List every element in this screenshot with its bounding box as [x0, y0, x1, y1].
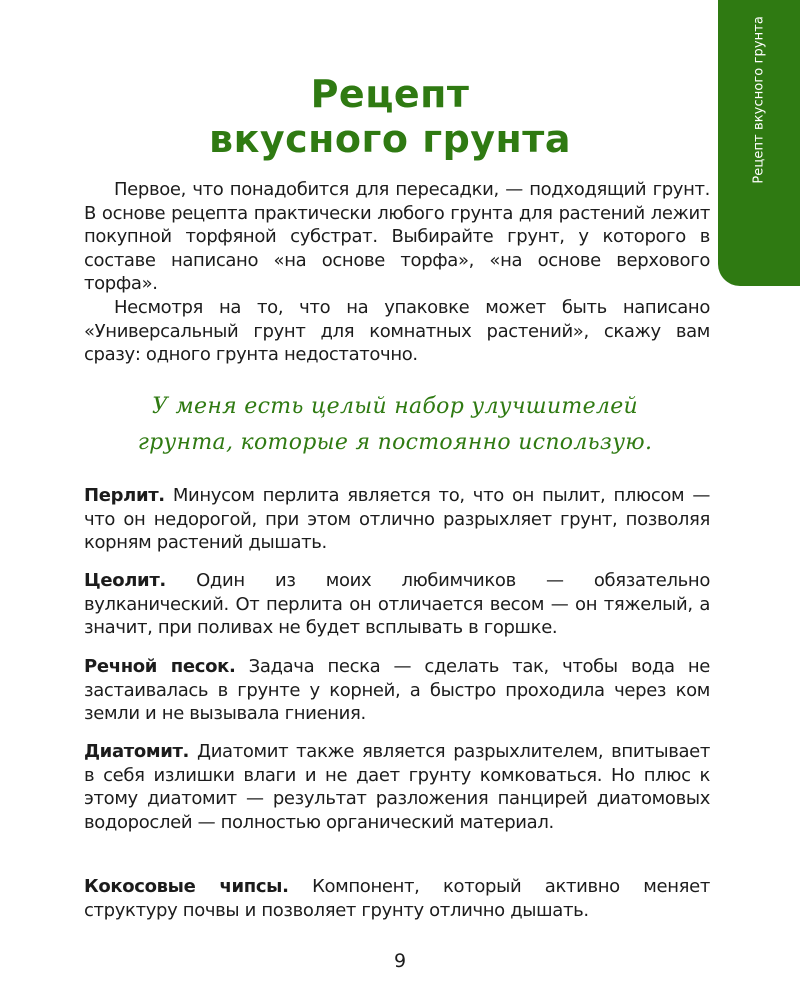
list-item-coconut-chips — [84, 875, 710, 922]
item-text: Минусом перлита является то, что он пылит, плюсом — что он недорогой, при этом отлично разрыхляет грунт, позволяя корням растений дышать. — [84, 485, 710, 554]
page-number: 9 — [393, 950, 407, 972]
list-item-perlite — [84, 484, 710, 555]
intro-paragraph-1: Первое, что понадобится для пересадки, — подходящий грунт. В основе рецепта практически любого грунта для растений лежит покупной торфяной субстрат. Выбирайте грунт, у которого в составе написано «на основе торфа», «на основе верхового торфа». — [84, 179, 710, 295]
handwritten-quote — [120, 389, 670, 461]
chapter-side-tab-label: Рецепт вкусного грунта — [751, 16, 767, 184]
item-text: Задача песка — сделать так, чтобы вода не застаивалась в грунте у корней, а быстро проходила через ком земли и не вызывала гниения. — [84, 656, 711, 725]
item-term: Речной песок. — [84, 656, 236, 677]
item-term: Цеолит. — [84, 570, 166, 591]
intro-paragraph-2: Несмотря на то, что на упаковке может быть написано «Универсальный грунт для комнатных растений», скажу вам сразу: одного грунта недостаточно. — [84, 297, 710, 366]
list-item-zeolite — [84, 569, 710, 640]
list-item-diatomite — [84, 740, 710, 834]
item-text: Диатомит также является разрыхлителем, впитывает в себя излишки влаги и не дает грунту комковаться. Но плюс к этому диатомит — результат разложения панцирей диатомовых водорослей — полностью органический материал. — [84, 741, 710, 833]
item-term: Диатомит. — [84, 741, 190, 762]
quote-line-1: У меня есть целый набор улучшителей — [152, 394, 638, 419]
item-term: Перлит. — [84, 485, 165, 506]
item-text: Компонент, который активно меняет структуру почвы и позволяет грунту отлично дышать. — [84, 876, 711, 921]
quote-line-2: грунта, которые я постоянно использую. — [137, 430, 653, 455]
chapter-side-tab — [718, 0, 800, 286]
page-title-line-2: вкусного грунта — [209, 117, 571, 161]
list-item-river-sand — [84, 655, 710, 726]
item-term: Кокосовые чипсы. — [84, 876, 289, 897]
page-title-line-1: Рецепт — [310, 72, 470, 116]
item-text: Один из моих любимчиков — обязательно вулканический. От перлита он отличается весом — он тяжелый, а значит, при поливах не будет всплывать в горшке. — [84, 570, 711, 639]
